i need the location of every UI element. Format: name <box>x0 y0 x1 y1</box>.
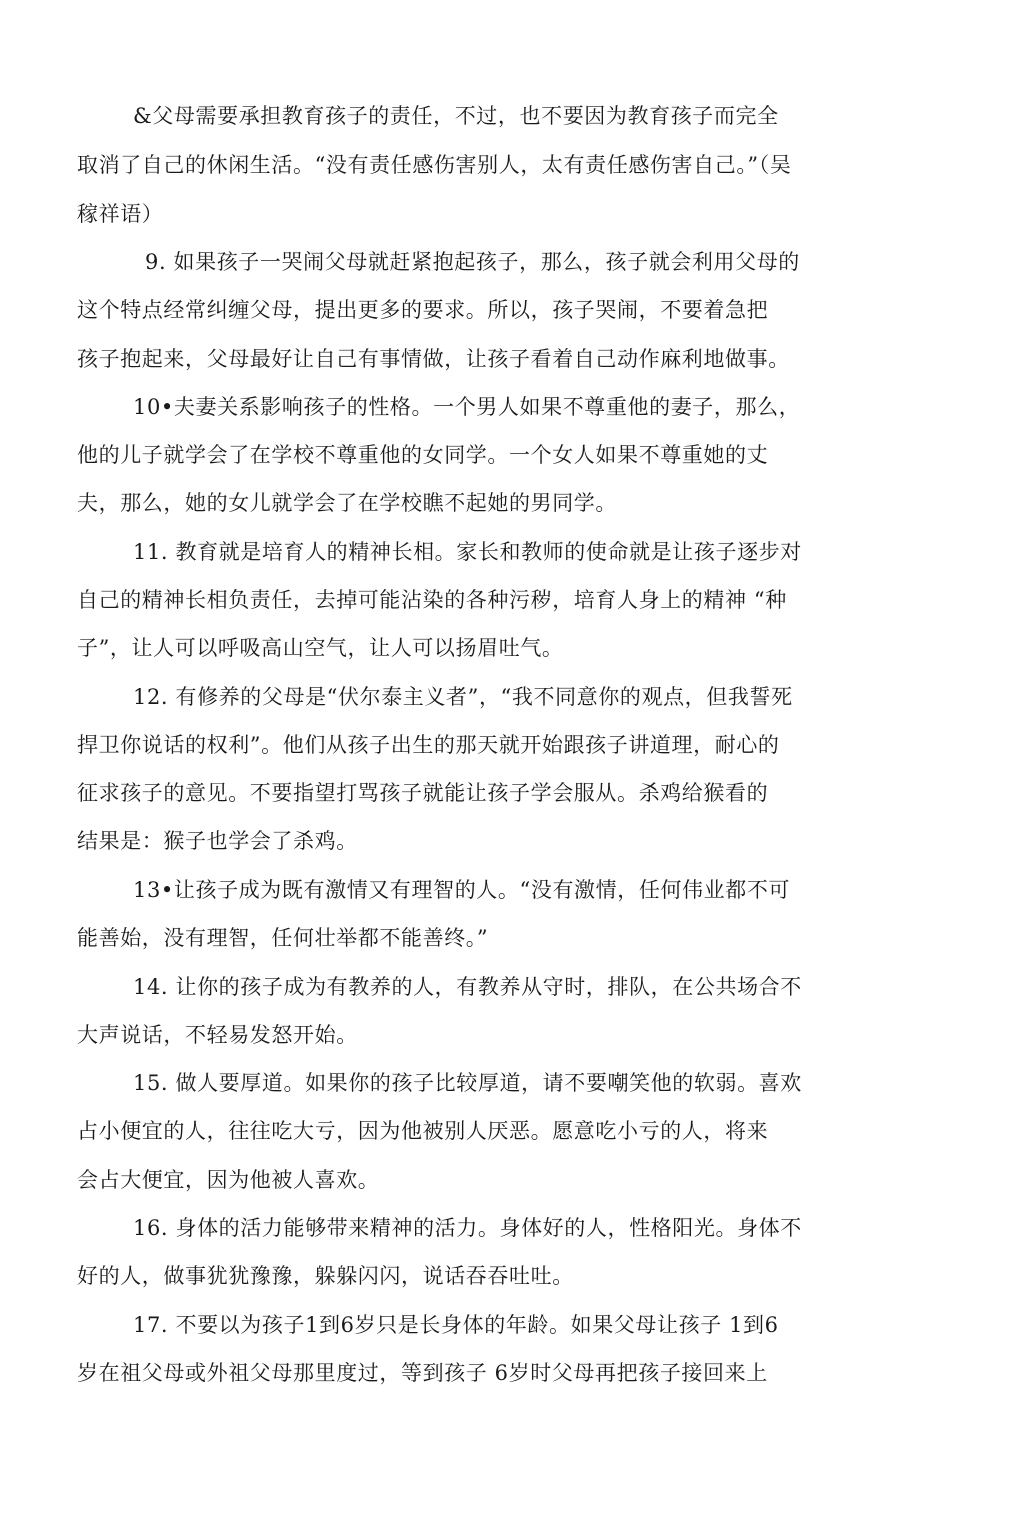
text-line: 这个特点经常纠缠父母，提出更多的要求。所以，孩子哭闹，不要着急把 <box>77 298 769 322</box>
text-line: 稼祥语） <box>77 202 164 226</box>
text-line: 12. 有修养的父母是“伏尔泰主义者”，“我不同意你的观点，但我誓死 <box>133 685 793 709</box>
text-line: 15. 做人要厚道。如果你的孩子比较厚道，请不要嘲笑他的软弱。喜欢 <box>133 1071 802 1095</box>
text-line: 征求孩子的意见。不要指望打骂孩子就能让孩子学会服从。杀鸡给猴看的 <box>77 781 769 805</box>
text-line: 岁在祖父母或外祖父母那里度过，等到孩子 6岁时父母再把孩子接回来上 <box>77 1361 768 1385</box>
text-line: 占小便宜的人，往往吃大亏，因为他被别人厌恶。愿意吃小亏的人，将来 <box>77 1119 769 1143</box>
text-line: 会占大便宜，因为他被人喜欢。 <box>77 1168 380 1192</box>
text-line: 13•让孩子成为既有激情又有理智的人。“没有激情，任何伟业都不可 <box>133 878 791 902</box>
text-line: 16. 身体的活力能够带来精神的活力。身体好的人，性格阳光。身体不 <box>133 1216 802 1240</box>
text-line: 自己的精神长相负责任，去掉可能沾染的各种污秽，培育人身上的精神 “种 <box>77 588 787 612</box>
text-line: 结果是：猴子也学会了杀鸡。 <box>77 829 358 853</box>
text-line: 9. 如果孩子一哭闹父母就赶紧抱起孩子，那么，孩子就会利用父母的 <box>145 250 800 274</box>
text-line: 捍卫你说话的权利”。他们从孩子出生的那天就开始跟孩子讲道理，耐心的 <box>77 733 780 757</box>
text-line: 夫，那么，她的女儿就学会了在学校瞧不起她的男同学。 <box>77 491 617 515</box>
text-line: 11. 教育就是培育人的精神长相。家长和教师的使命就是让孩子逐步对 <box>133 540 802 564</box>
text-line: &父母需要承担教育孩子的责任，不过，也不要因为教育孩子而完全 <box>133 104 779 128</box>
text-line: 好的人，做事犹犹豫豫，躲躲闪闪，说话吞吞吐吐。 <box>77 1264 574 1288</box>
text-line: 17. 不要以为孩子1到6岁只是长身体的年龄。如果父母让孩子 1到6 <box>133 1313 779 1337</box>
text-line: 取消了自己的休闲生活。“没有责任感伤害别人，太有责任感伤害自己。”（吴 <box>77 153 792 177</box>
text-line: 子”，让人可以呼吸高山空气，让人可以扬眉吐气。 <box>77 636 564 660</box>
text-line: 10•夫妻关系影响孩子的性格。一个男人如果不尊重他的妻子，那么， <box>133 395 801 419</box>
text-line: 14. 让你的孩子成为有教养的人，有教养从守时，排队，在公共场合不 <box>133 975 802 999</box>
text-line: 他的儿子就学会了在学校不尊重他的女同学。一个女人如果不尊重她的丈 <box>77 443 769 467</box>
text-line: 能善始，没有理智，任何壮举都不能善终。” <box>77 926 489 950</box>
text-line: 孩子抱起来，父母最好让自己有事情做，让孩子看着自己动作麻利地做事。 <box>77 347 790 371</box>
text-line: 大声说话，不轻易发怒开始。 <box>77 1023 358 1047</box>
